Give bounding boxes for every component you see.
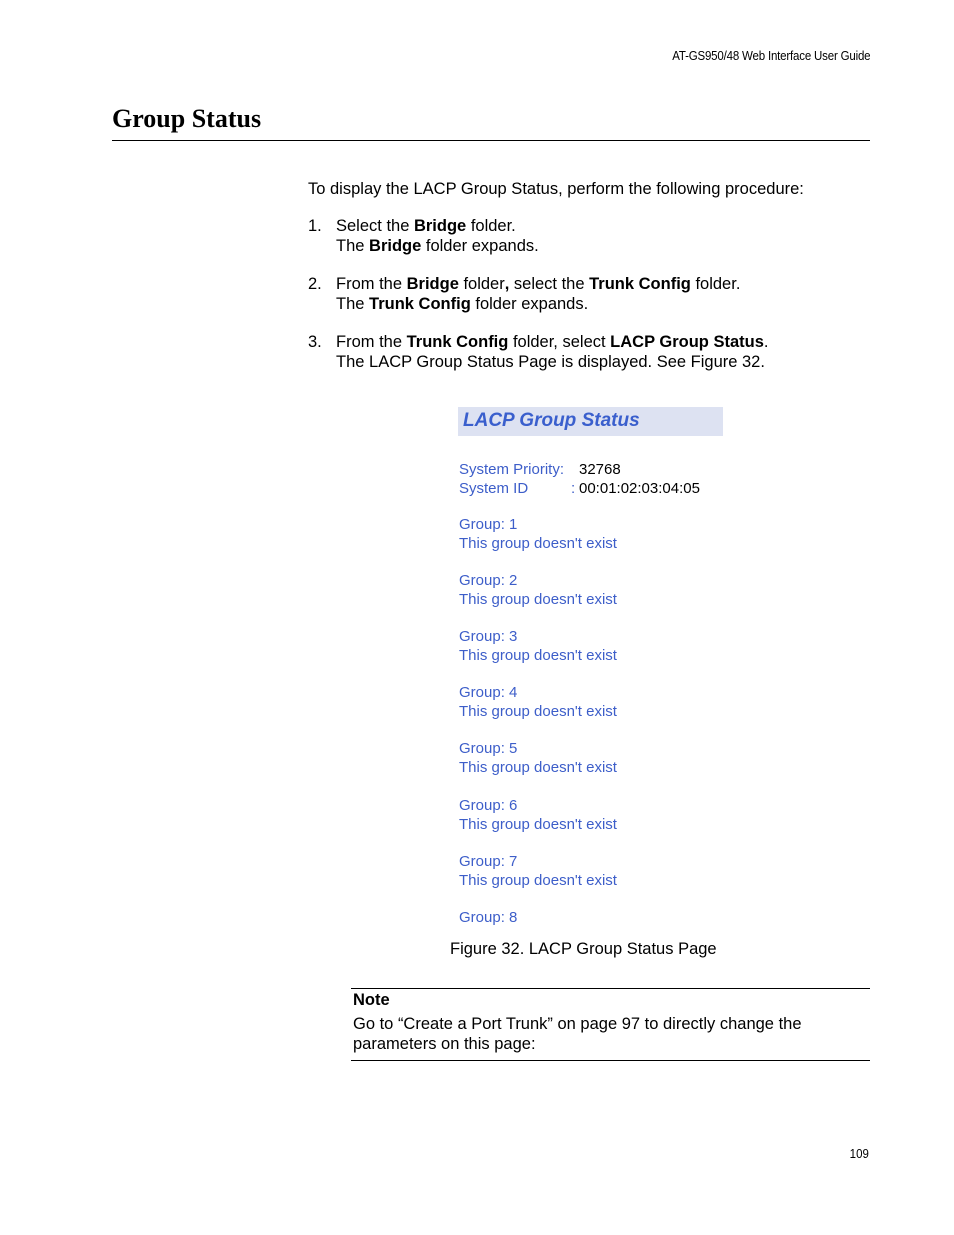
step-3 xyxy=(308,332,868,372)
system-priority-label: System Priority xyxy=(459,461,560,478)
group-status: This group doesn't exist xyxy=(459,759,617,776)
figure-title: LACP Group Status xyxy=(463,410,640,431)
step-number: 2. xyxy=(308,275,322,293)
group-label: Group: 1 xyxy=(459,516,518,533)
group-status: This group doesn't exist xyxy=(459,647,617,664)
step-number: 3. xyxy=(308,333,322,351)
group-entry xyxy=(459,627,617,665)
group-entry xyxy=(459,571,617,609)
note-top-rule xyxy=(351,988,870,989)
group-label: Group: 7 xyxy=(459,853,518,870)
running-header: AT-GS950/48 Web Interface User Guide xyxy=(671,49,870,63)
group-entry xyxy=(459,796,617,834)
procedure-steps xyxy=(308,216,868,390)
group-status: This group doesn't exist xyxy=(459,703,617,720)
group-label: Group: 3 xyxy=(459,628,518,645)
group-entry xyxy=(459,739,617,777)
step-number: 1. xyxy=(308,217,322,235)
system-id-separator: : xyxy=(571,480,576,497)
note-text: Go to “Create a Port Trunk” on page 97 to directly change the parameters on this page: xyxy=(353,1015,802,1053)
group-status: This group doesn't exist xyxy=(459,535,617,552)
intro-paragraph: To display the LACP Group Status, perform the following procedure: xyxy=(308,180,804,198)
group-status: This group doesn't exist xyxy=(459,872,617,889)
step-3-result: The LACP Group Status Page is displayed. See Figure 32. xyxy=(336,353,765,371)
section-heading: Group Status xyxy=(112,104,262,133)
step-2-result: The Trunk Config folder expands. xyxy=(336,295,589,313)
system-id-label: System ID xyxy=(459,480,529,497)
page-number: 109 xyxy=(849,1147,869,1161)
group-status: This group doesn't exist xyxy=(459,816,617,833)
figure-title-bar xyxy=(458,407,723,436)
group-label: Group: 8 xyxy=(459,909,518,926)
group-label: Group: 6 xyxy=(459,797,518,814)
step-3-instruction: From the Trunk Config folder, select LACP Group Status. xyxy=(336,333,769,351)
group-entry xyxy=(459,908,517,927)
group-entry xyxy=(459,683,617,721)
system-id-row xyxy=(459,480,700,497)
system-id-value: 00:01:02:03:04:05 xyxy=(579,480,700,497)
group-label: Group: 5 xyxy=(459,740,518,757)
note-bottom-rule xyxy=(351,1060,870,1061)
note-title: Note xyxy=(353,991,390,1009)
figure-caption: Figure 32. LACP Group Status Page xyxy=(450,940,717,958)
step-2 xyxy=(308,274,868,314)
step-1-result: The Bridge folder expands. xyxy=(336,237,539,255)
step-1-instruction: Select the Bridge folder. xyxy=(336,217,516,235)
step-2-instruction: From the Bridge folder, select the Trunk Config folder. xyxy=(336,275,741,293)
group-entry xyxy=(459,515,617,553)
system-priority-value: 32768 xyxy=(579,461,621,478)
group-label: Group: 2 xyxy=(459,572,518,589)
system-priority-row xyxy=(459,461,621,478)
group-entry xyxy=(459,852,617,890)
heading-rule xyxy=(112,140,870,141)
group-status: This group doesn't exist xyxy=(459,591,617,608)
system-priority-separator: : xyxy=(559,461,565,478)
step-1 xyxy=(308,216,868,256)
group-label: Group: 4 xyxy=(459,684,518,701)
